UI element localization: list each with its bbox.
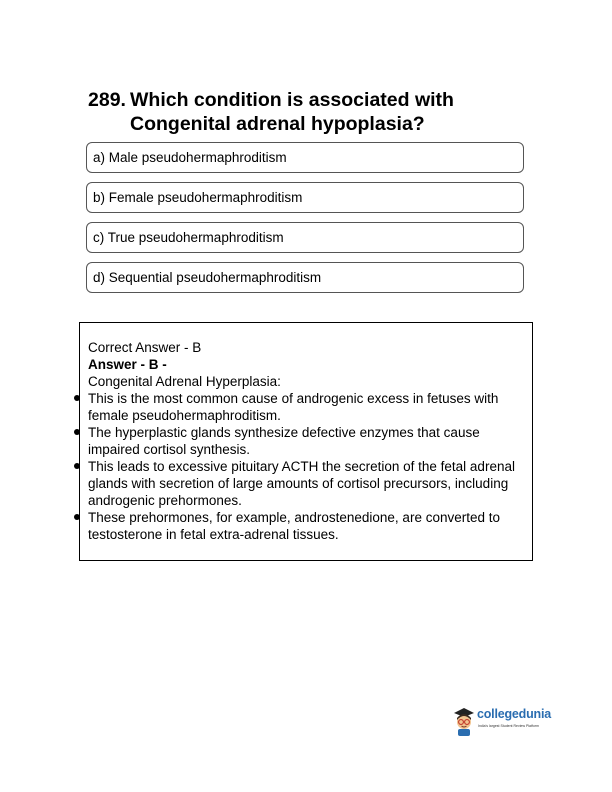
question-heading — [88, 88, 548, 136]
logo-wordmark: collegedunia — [477, 707, 552, 721]
option-d[interactable]: d) Sequential pseudohermaphroditism — [86, 262, 524, 293]
bullet-icon — [74, 395, 80, 401]
logo-tagline: India's largest Student Review Platform — [478, 724, 539, 728]
bullet-icon — [74, 463, 80, 469]
answer-box — [79, 322, 533, 561]
graduate-mascot-icon — [452, 706, 476, 736]
option-c[interactable]: c) True pseudohermaphroditism — [86, 222, 524, 253]
option-a[interactable]: a) Male pseudohermaphroditism — [86, 142, 524, 173]
question-text-line1: Which condition is associated with — [130, 89, 454, 111]
option-b[interactable]: b) Female pseudohermaphroditism — [86, 182, 524, 213]
question-text-line2: Congenital adrenal hypoplasia? — [130, 113, 425, 135]
explanation-text: The hyperplastic glands synthesize defective enzymes that cause impaired cortisol synthesis. — [88, 425, 480, 457]
answer-intro: Congenital Adrenal Hyperplasia: — [88, 374, 281, 389]
answer-content — [88, 339, 528, 543]
explanation-list — [88, 390, 528, 543]
explanation-item — [88, 424, 528, 458]
explanation-item — [88, 458, 528, 509]
question-number: 289. — [88, 89, 126, 111]
explanation-text: These prehormones, for example, androstenedione, are converted to testosterone in fetal extra-adrenal tissues. — [88, 510, 500, 542]
explanation-item — [88, 509, 528, 543]
correct-answer-line: Correct Answer - B — [88, 340, 202, 355]
answer-bold-line: Answer - B - — [88, 357, 167, 372]
bullet-icon — [74, 514, 80, 520]
explanation-text: This leads to excessive pituitary ACTH the secretion of the fetal adrenal glands with secretion of large amounts of cortisol precursors, including androgenic prehormones. — [88, 459, 515, 508]
bullet-icon — [74, 429, 80, 435]
explanation-text: This is the most common cause of androgenic excess in fetuses with female pseudohermaphroditism. — [88, 391, 499, 423]
explanation-item — [88, 390, 528, 424]
collegedunia-logo — [452, 704, 556, 738]
